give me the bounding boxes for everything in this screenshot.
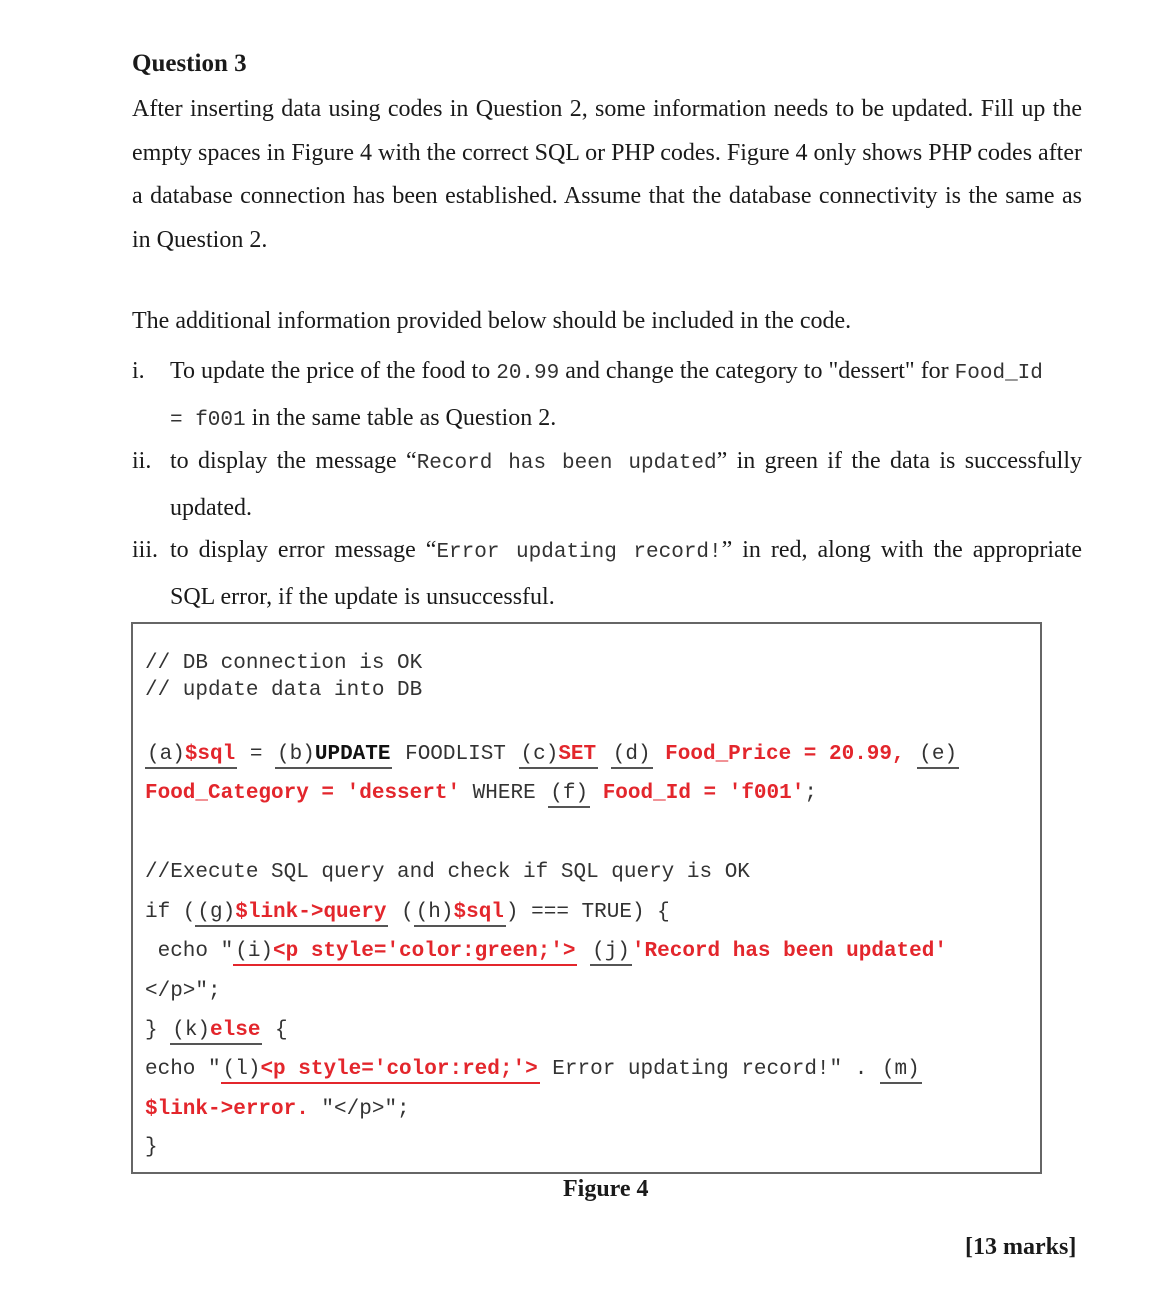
requirement-text: to display error message “ bbox=[170, 537, 437, 563]
requirement-number: i. bbox=[132, 358, 145, 384]
answer-m: $link->error. bbox=[145, 1098, 309, 1121]
code-line-sql-2 bbox=[145, 782, 817, 808]
blank-e: (e) bbox=[917, 743, 959, 769]
code-text: ( bbox=[388, 901, 414, 924]
code-comment: // update data into DB bbox=[145, 679, 423, 702]
code-text: if ( bbox=[145, 901, 196, 924]
code-text: ) === TRUE) { bbox=[505, 901, 670, 924]
code-text: WHERE bbox=[460, 782, 549, 805]
code-line-if bbox=[145, 901, 670, 927]
answer-j: 'Record has been updated' bbox=[631, 940, 947, 963]
blank-i bbox=[233, 940, 577, 966]
marks-label: [13 marks] bbox=[965, 1234, 1077, 1260]
answer-a: $sql bbox=[184, 743, 236, 766]
question-intro: After inserting data using codes in Question 2, some information needs to be updated. Fill up the empty spaces in Figure 4 with the correct SQL or PHP codes. Figure 4 only shows PHP codes after a database connection has been established. Assume that the database connectivity is the same as in Question 2. bbox=[132, 96, 1082, 253]
code-line-sql-1 bbox=[145, 743, 959, 769]
code-comment: //Execute SQL query and check if SQL query is OK bbox=[145, 861, 750, 884]
blank-d: (d) bbox=[611, 743, 653, 769]
code-line-else bbox=[145, 1019, 288, 1045]
code-line-echo-error bbox=[145, 1058, 922, 1084]
requirement-i bbox=[132, 349, 1082, 443]
answer-b: UPDATE bbox=[314, 743, 391, 766]
blank-label: (b) bbox=[277, 743, 315, 766]
blank-k bbox=[170, 1019, 262, 1045]
requirement-text: to display the message “ bbox=[170, 448, 417, 474]
requirement-text: ” in red, along with the appropriate SQL error, if the update is unsuccessful. bbox=[170, 537, 1082, 610]
blank-h bbox=[414, 901, 506, 927]
code-text: "</p>"; bbox=[308, 1098, 410, 1121]
blank-a bbox=[145, 743, 237, 769]
blank-label: (c) bbox=[520, 743, 559, 766]
code-text: FOODLIST bbox=[392, 743, 519, 766]
answer-l: <p style='color:red;'> bbox=[260, 1058, 538, 1081]
code-text: = bbox=[237, 743, 276, 766]
requirement-ii bbox=[132, 439, 1082, 531]
requirement-iii bbox=[132, 528, 1082, 620]
blank-g bbox=[195, 901, 388, 927]
code-line-close-brace: } bbox=[145, 1136, 158, 1159]
answer-k: else bbox=[210, 1019, 261, 1042]
answer-g: $link->query bbox=[235, 901, 387, 924]
code-text: } bbox=[145, 1019, 171, 1042]
requirement-text: To update the price of the food to bbox=[170, 358, 497, 384]
requirement-number: iii. bbox=[132, 537, 159, 563]
blank-l bbox=[221, 1058, 540, 1084]
code-text: echo " bbox=[145, 940, 234, 963]
blank-label: (g) bbox=[197, 901, 236, 924]
blank-label: (a) bbox=[147, 743, 185, 766]
requirement-code: 20.99 bbox=[496, 362, 560, 385]
answer-i: <p style='color:green;'> bbox=[273, 940, 576, 963]
blank-label: (i) bbox=[235, 940, 274, 963]
code-text: ; bbox=[804, 782, 817, 805]
question-title: Question 3 bbox=[132, 50, 247, 77]
code-figure bbox=[131, 622, 1042, 1174]
code-text: { bbox=[262, 1019, 288, 1042]
answer-f: Food_Id = 'f001' bbox=[602, 782, 805, 805]
additional-info: The additional information provided below should be included in the code. bbox=[132, 308, 852, 334]
requirement-code: = f001 bbox=[170, 409, 246, 432]
requirement-code: Record has been updated bbox=[416, 452, 717, 475]
requirement-text: in the same table as Question 2. bbox=[245, 405, 557, 431]
blank-label: (l) bbox=[222, 1058, 261, 1081]
blank-c bbox=[519, 743, 599, 769]
blank-label: (h) bbox=[415, 901, 454, 924]
answer-e: Food_Category = 'dessert' bbox=[145, 782, 461, 805]
code-text: Error updating record!" . bbox=[539, 1058, 880, 1081]
code-line-sql-error bbox=[145, 1098, 410, 1121]
answer-h: $sql bbox=[453, 901, 504, 924]
code-line-echo-success bbox=[145, 940, 947, 966]
answer-c: SET bbox=[558, 743, 597, 766]
blank-j: (j) bbox=[590, 940, 632, 966]
blank-f: (f) bbox=[548, 782, 590, 808]
requirement-text: and change the category to "dessert" for bbox=[559, 358, 955, 384]
code-text: echo " bbox=[145, 1058, 221, 1081]
requirement-number: ii. bbox=[132, 448, 152, 474]
code-line-close-p: </p>"; bbox=[145, 980, 221, 1003]
answer-d: Food_Price = 20.99, bbox=[665, 743, 905, 766]
code-comment: // DB connection is OK bbox=[145, 652, 423, 675]
blank-label: (k) bbox=[172, 1019, 211, 1042]
requirement-code: Error updating record! bbox=[436, 541, 722, 564]
figure-caption: Figure 4 bbox=[563, 1176, 649, 1202]
requirement-text: ” in green if the data is successfully updated. bbox=[170, 448, 1082, 521]
blank-m: (m) bbox=[880, 1058, 922, 1084]
requirement-code: Food_Id bbox=[954, 362, 1043, 385]
blank-b bbox=[275, 743, 392, 769]
